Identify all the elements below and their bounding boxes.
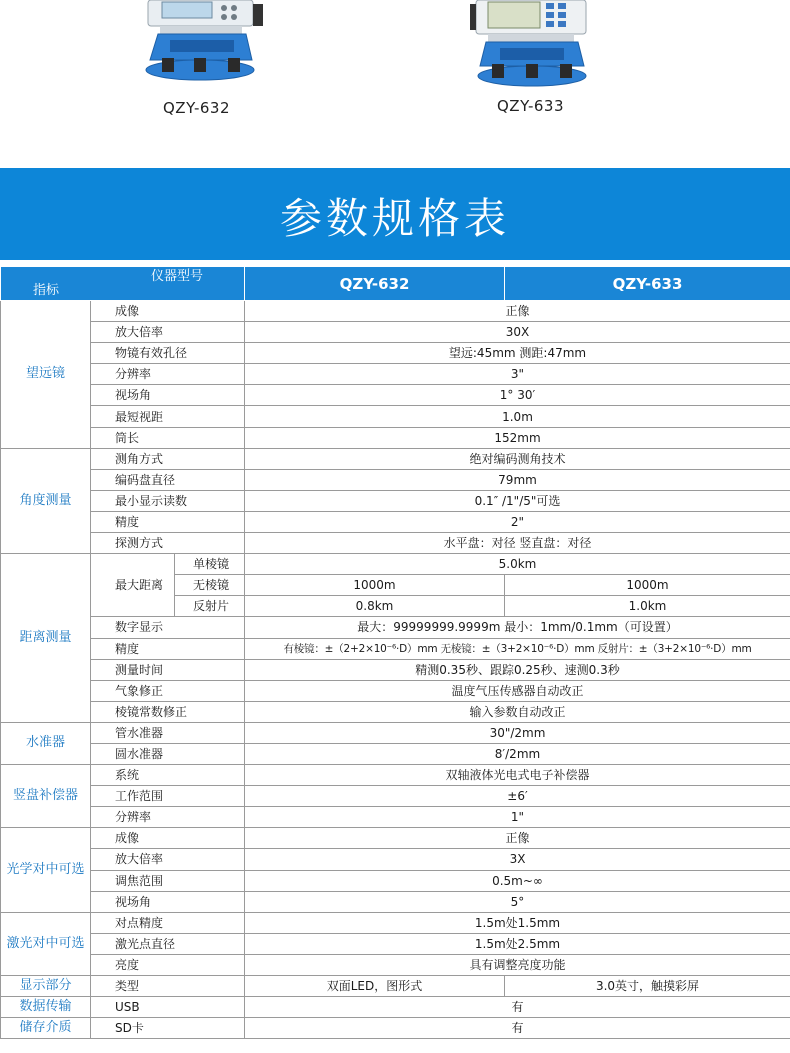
- row-label: 精度: [91, 638, 245, 659]
- row-value-633: 3.0英寸，触摸彩屏: [505, 976, 790, 997]
- row-value: 有: [245, 1018, 790, 1039]
- row-value: 有棱镜：±（2+2×10⁻⁶·D）mm 无棱镜：±（3+2×10⁻⁶·D）mm 反射片：±（3+2×10⁻⁶·D）mm: [245, 638, 790, 659]
- row-value: 1.0m: [245, 406, 790, 427]
- row-label: 视场角: [91, 891, 245, 912]
- row-sublabel: 反射片: [175, 596, 245, 617]
- row-value: 79mm: [245, 469, 790, 490]
- table-row: [1, 891, 790, 912]
- row-label: 测角方式: [91, 448, 245, 469]
- category-storage: 储存介质: [1, 1018, 91, 1039]
- spec-banner: [0, 168, 790, 260]
- table-row: [1, 301, 790, 322]
- row-label: 分辨率: [91, 364, 245, 385]
- category-level: 水准器: [1, 722, 91, 764]
- table-row: [1, 954, 790, 975]
- total-station-632-image: [140, 0, 265, 88]
- row-value: 1.5m处2.5mm: [245, 933, 790, 954]
- row-value: 温度气压传感器自动改正: [245, 680, 790, 701]
- table-row: [1, 912, 790, 933]
- row-value-632: 0.8km: [245, 596, 505, 617]
- table-row: [1, 807, 790, 828]
- table-row: [1, 364, 790, 385]
- row-value: 望远:45mm 测距:47mm: [245, 343, 790, 364]
- row-value: 有: [245, 997, 790, 1018]
- row-label: 调焦范围: [91, 870, 245, 891]
- row-value-632: 双面LED，图形式: [245, 976, 505, 997]
- table-row: [1, 765, 790, 786]
- table-row: [1, 322, 790, 343]
- row-value: 30X: [245, 322, 790, 343]
- table-row: [1, 828, 790, 849]
- row-value-633: 1000m: [505, 575, 790, 596]
- product-caption-633: QZY-633: [497, 97, 565, 115]
- table-row: [1, 849, 790, 870]
- row-label: 最小显示读数: [91, 490, 245, 511]
- row-label: 探测方式: [91, 533, 245, 554]
- row-value: 1": [245, 807, 790, 828]
- row-value: ±6′: [245, 786, 790, 807]
- row-value: 5.0km: [245, 554, 790, 575]
- table-row: [1, 976, 790, 997]
- table-row: [1, 1018, 790, 1039]
- table-row: [1, 490, 790, 511]
- row-label: 筒长: [91, 427, 245, 448]
- row-sublabel: 无棱镜: [175, 575, 245, 596]
- table-row: [1, 701, 790, 722]
- row-label: 编码盘直径: [91, 469, 245, 490]
- row-value: 2": [245, 511, 790, 532]
- table-row: [1, 933, 790, 954]
- row-sublabel: 单棱镜: [175, 554, 245, 575]
- table-row: [1, 743, 790, 764]
- row-value: 5°: [245, 891, 790, 912]
- row-label: 物镜有效孔径: [91, 343, 245, 364]
- row-value: 30"/2mm: [245, 722, 790, 743]
- row-label: 类型: [91, 976, 245, 997]
- row-label: 精度: [91, 511, 245, 532]
- header-corner: [1, 267, 245, 301]
- header-index-label: 指标: [33, 283, 60, 298]
- header-model-label: 仪器型号: [151, 269, 204, 284]
- category-distance: 距离测量: [1, 554, 91, 723]
- row-label: 亮度: [91, 954, 245, 975]
- header-model-632: QZY-632: [245, 267, 505, 301]
- row-value: 1.5m处1.5mm: [245, 912, 790, 933]
- category-angle: 角度测量: [1, 448, 91, 553]
- row-value: 8′/2mm: [245, 743, 790, 764]
- table-row: [1, 448, 790, 469]
- row-label: 放大倍率: [91, 849, 245, 870]
- row-label: 系统: [91, 765, 245, 786]
- row-value: 双轴液体光电式电子补偿器: [245, 765, 790, 786]
- row-label: 数字显示: [91, 617, 245, 638]
- row-label: 最短视距: [91, 406, 245, 427]
- row-value: 水平盘：对径 竖直盘：对径: [245, 533, 790, 554]
- row-label: USB: [91, 997, 245, 1018]
- table-row: [1, 554, 790, 575]
- category-transfer: 数据传输: [1, 997, 91, 1018]
- row-label-max-distance: 最大距离: [91, 554, 175, 617]
- total-station-633-image: [470, 0, 595, 92]
- row-label: 气象修正: [91, 680, 245, 701]
- row-label: 圆水准器: [91, 743, 245, 764]
- table-row: [1, 533, 790, 554]
- category-telescope: 望远镜: [1, 301, 91, 449]
- table-row: [1, 659, 790, 680]
- product-images: [0, 0, 790, 168]
- row-label: 成像: [91, 301, 245, 322]
- category-compensator: 竖盘补偿器: [1, 765, 91, 828]
- category-laser-plummet: 激光对中可选: [1, 912, 91, 975]
- row-value: 正像: [245, 301, 790, 322]
- product-caption-632: QZY-632: [163, 99, 231, 117]
- row-value-632: 1000m: [245, 575, 505, 596]
- row-value: 精测0.35秒、跟踪0.25秒、速测0.3秒: [245, 659, 790, 680]
- table-row: [1, 786, 790, 807]
- table-row: [1, 722, 790, 743]
- row-label: 测量时间: [91, 659, 245, 680]
- row-value: 3": [245, 364, 790, 385]
- table-row: [1, 997, 790, 1018]
- table-row: [1, 870, 790, 891]
- row-label: 工作范围: [91, 786, 245, 807]
- row-label: 成像: [91, 828, 245, 849]
- row-value-633: 1.0km: [505, 596, 790, 617]
- category-optical-plummet: 光学对中可选: [1, 828, 91, 912]
- table-header: [1, 267, 790, 301]
- row-value: 3X: [245, 849, 790, 870]
- table-row: [1, 617, 790, 638]
- table-row: [1, 511, 790, 532]
- row-label: 分辨率: [91, 807, 245, 828]
- table-row: [1, 406, 790, 427]
- row-label: 管水准器: [91, 722, 245, 743]
- row-value: 1° 30′: [245, 385, 790, 406]
- row-value: 152mm: [245, 427, 790, 448]
- row-label: 视场角: [91, 385, 245, 406]
- row-label: 激光点直径: [91, 933, 245, 954]
- row-value: 0.5m~∞: [245, 870, 790, 891]
- table-row: [1, 343, 790, 364]
- row-label: SD卡: [91, 1018, 245, 1039]
- row-value: 0.1″ /1"/5"可选: [245, 490, 790, 511]
- row-label: 棱镜常数修正: [91, 701, 245, 722]
- row-value: 正像: [245, 828, 790, 849]
- header-model-633: QZY-633: [505, 267, 790, 301]
- spec-table: [0, 266, 790, 1039]
- row-label: 放大倍率: [91, 322, 245, 343]
- table-row: [1, 385, 790, 406]
- banner-title: 参数规格表: [279, 194, 510, 243]
- table-row: [1, 680, 790, 701]
- row-value: 具有调整亮度功能: [245, 954, 790, 975]
- row-value: 输入参数自动改正: [245, 701, 790, 722]
- table-row: [1, 469, 790, 490]
- table-row: [1, 427, 790, 448]
- row-value: 最大：99999999.9999m 最小：1mm/0.1mm（可设置）: [245, 617, 790, 638]
- table-row: [1, 638, 790, 659]
- row-value: 绝对编码测角技术: [245, 448, 790, 469]
- category-display: 显示部分: [1, 976, 91, 997]
- row-label: 对点精度: [91, 912, 245, 933]
